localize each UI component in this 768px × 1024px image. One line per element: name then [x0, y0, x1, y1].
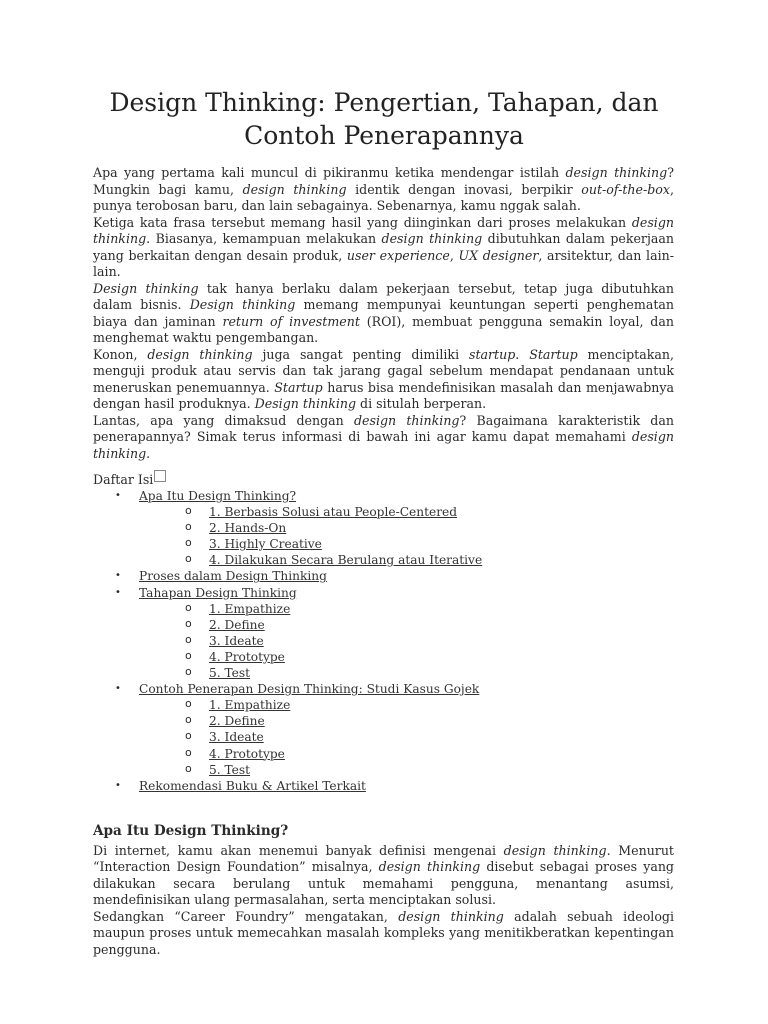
toc-subitem	[93, 504, 674, 520]
toc-item	[93, 488, 674, 504]
toc-toggle-checkbox[interactable]	[154, 470, 166, 482]
italic-term: Design thinking	[189, 297, 296, 312]
toc-subitem	[93, 536, 674, 552]
text-run: juga sangat penting dimiliki	[252, 346, 469, 362]
text-run: Sedangkan “Career Foundry” mengatakan,	[93, 908, 399, 924]
toc-sublink[interactable]: 3. Highly Creative	[209, 537, 322, 552]
italic-term: design thinking	[242, 181, 347, 197]
text-run: Ketiga kata frasa tersebut memang hasil yang diinginkan dari proses melakukan	[93, 214, 632, 230]
italic-term: Design thinking	[93, 280, 199, 296]
text-run: dibutuhkan dalam pekerjaan yang berkaitan dengan desain produk,	[93, 231, 674, 263]
toc-subitem	[93, 762, 674, 778]
toc-subitem	[93, 713, 674, 729]
italic-term: UX designer	[458, 247, 539, 263]
paragraph	[93, 843, 674, 909]
italic-term: user experience	[346, 247, 450, 263]
italic-term: return of investment	[222, 313, 360, 329]
toc-subitem	[93, 649, 674, 665]
italic-term: design thinking	[378, 859, 481, 875]
text-run: , punya terobosan baru, dan lain sebagainya. Sebenarnya, kamu nggak salah.	[93, 181, 674, 213]
toc-subitem	[93, 520, 674, 536]
text-run: identik dengan inovasi, berpikir	[346, 181, 582, 197]
toc-sublink[interactable]: 4. Prototype	[209, 746, 285, 761]
toc-link[interactable]: Tahapan Design Thinking	[139, 585, 297, 600]
toc-subitem	[93, 729, 674, 745]
table-of-contents	[93, 488, 674, 794]
italic-term: Design thinking	[254, 396, 357, 411]
toc-sublink[interactable]: 3. Ideate	[209, 730, 264, 745]
toc-item	[93, 778, 674, 794]
toc-subitem	[93, 552, 674, 568]
toc-sublink[interactable]: 1. Berbasis Solusi atau People-Centered	[209, 505, 458, 520]
article-title: Design Thinking: Pengertian, Tahapan, dan Contoh Penerapannya	[109, 88, 659, 150]
toc-sublink[interactable]: 5. Test	[209, 666, 251, 681]
text-run: ? Bagaimana karakteristik dan penerapannya? Simak terus informasi di bawah ini agar kamu dapat memahami	[93, 412, 674, 444]
italic-term: design thinking	[503, 842, 607, 858]
text-run: ? Mungkin bagi kamu,	[93, 165, 674, 197]
toc-subitem	[93, 697, 674, 713]
toc-sublink[interactable]: 2. Hands-On	[209, 521, 287, 536]
toc-subitem	[93, 746, 674, 762]
text-run: (ROI), membuat pengguna semakin loyal, dan menghemat waktu pengembangan.	[93, 313, 674, 345]
toc-sublink[interactable]: 4. Dilakukan Secara Berulang atau Iterative	[209, 553, 483, 568]
toc-link[interactable]: Proses dalam Design Thinking	[139, 569, 327, 584]
toc-sublink[interactable]: 1. Empathize	[209, 601, 291, 616]
italic-term: Startup	[529, 346, 578, 362]
text-run: . Menurut “Interaction Design Foundation” misalnya,	[93, 842, 674, 875]
text-run: menciptakan, menguji produk atau servis dan tak jarang gagal sebelum mendapat pendanaan untuk meneruskan penemuannya.	[93, 346, 675, 395]
italic-term: Startup	[274, 379, 323, 395]
paragraph	[93, 413, 674, 463]
toc-sublink[interactable]: 2. Define	[209, 714, 265, 729]
italic-term: design thinking	[93, 214, 674, 246]
toc-subitem	[93, 601, 674, 617]
text-run: , arsitektur, dan lain-lain.	[93, 247, 674, 279]
text-run: adalah sebuah ideologi maupun proses untuk memecahkan masalah kompleks yang menitikberatkan kepentingan pengguna.	[93, 908, 674, 957]
text-run: .	[146, 445, 151, 461]
toc-link[interactable]: Contoh Penerapan Design Thinking: Studi Kasus Gojek	[139, 682, 480, 697]
toc-item	[93, 681, 674, 697]
italic-term: design thinking	[93, 429, 674, 461]
table-of-contents-label	[93, 470, 674, 488]
toc-label-text: Daftar Isi	[93, 472, 154, 487]
toc-sublink[interactable]: 5. Test	[209, 762, 251, 777]
italic-term: design thinking	[353, 412, 460, 428]
text-run: tak hanya berlaku dalam pekerjaan tersebut, tetap juga dibutuhkan dalam bisnis.	[93, 280, 674, 312]
text-run: Lantas, apa yang dimaksud dengan	[93, 412, 354, 428]
toc-subitem	[93, 617, 674, 633]
paragraph	[93, 165, 674, 215]
toc-subitem	[93, 665, 674, 681]
text-run: di situlah berperan.	[356, 396, 487, 411]
toc-sublink[interactable]: 4. Prototype	[209, 649, 285, 664]
section-paragraphs	[93, 843, 674, 959]
intro-paragraphs	[93, 165, 674, 462]
toc-sublink[interactable]: 3. Ideate	[209, 633, 264, 648]
text-run: Di internet, kamu akan menemui banyak definisi mengenai	[93, 842, 504, 858]
toc-subitem	[93, 633, 674, 649]
toc-link[interactable]: Rekomendasi Buku & Artikel Terkait	[139, 778, 366, 793]
section-heading: Apa Itu Design Thinking?	[93, 822, 289, 839]
toc-sublink[interactable]: 2. Define	[209, 617, 265, 632]
text-run: Konon,	[93, 346, 148, 362]
italic-term: startup	[468, 346, 516, 362]
text-run: disebut sebagai proses yang dilakukan secara berulang untuk memahami pengguna, menantang asumsi, mendefinisikan ulang permasalahan, serta menciptakan solusi.	[93, 859, 674, 908]
paragraph	[93, 281, 674, 347]
italic-term: out-of-the-box	[581, 181, 670, 197]
text-run: harus bisa mendefinisikan masalah dan menjawabnya dengan hasil produknya.	[93, 379, 674, 411]
paragraph	[93, 347, 674, 413]
toc-link[interactable]: Apa Itu Design Thinking?	[139, 489, 297, 503]
toc-sublink[interactable]: 1. Empathize	[209, 698, 291, 713]
italic-term: design thinking	[147, 346, 253, 362]
italic-term: design thinking	[398, 908, 504, 924]
text-run: memang mempunyai keuntungan seperti penghematan biaya dan jaminan	[93, 297, 675, 329]
text-run: ,	[449, 247, 459, 263]
paragraph	[93, 215, 674, 281]
toc-item	[93, 585, 674, 601]
text-run: . Biasanya, kemampuan melakukan	[146, 231, 382, 246]
text-run: .	[515, 346, 530, 362]
italic-term: design thinking	[381, 231, 483, 246]
paragraph	[93, 909, 674, 959]
italic-term: design thinking	[565, 165, 668, 180]
text-run: Apa yang pertama kali muncul di pikiranmu ketika mendengar istilah	[93, 165, 566, 180]
toc-item	[93, 568, 674, 584]
article-body	[93, 165, 674, 958]
